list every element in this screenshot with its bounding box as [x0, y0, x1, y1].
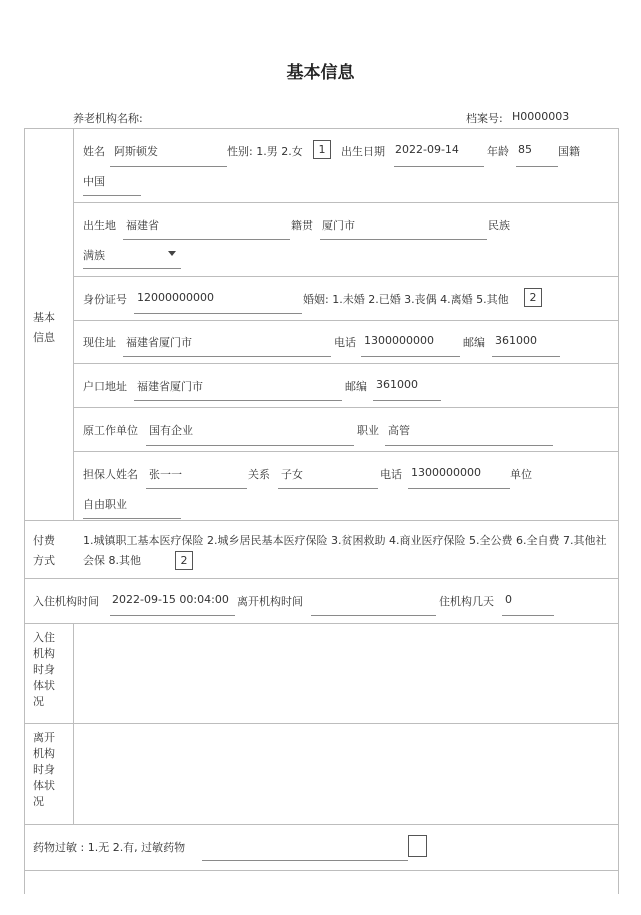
org-name-label: 养老机构名称: [73, 112, 143, 125]
address-label: 现住址 [83, 336, 116, 349]
former-employer-label: 原工作单位 [83, 424, 138, 437]
marriage-box[interactable]: 2 [524, 288, 542, 307]
stay-days-label: 住机构几天 [439, 595, 494, 608]
phone-label: 电话 [334, 336, 356, 349]
stay-days-field[interactable]: 0 [505, 593, 512, 606]
gender-label: 性别: 1.男 2.女 [227, 145, 303, 158]
guarantor-name-field[interactable]: 张一一 [149, 468, 182, 481]
zip-field[interactable]: 361000 [495, 334, 537, 347]
address-field[interactable]: 福建省厦门市 [126, 336, 192, 349]
checkout-time-label: 离开机构时间 [237, 595, 303, 608]
payment-box[interactable]: 2 [175, 551, 193, 570]
marriage-label: 婚姻: 1.未婚 2.已婚 3.丧偶 4.离婚 5.其他 [303, 293, 509, 306]
relation-field[interactable]: 子女 [281, 468, 303, 481]
nationality-label: 国籍 [558, 145, 580, 158]
age-label: 年龄 [487, 145, 509, 158]
zip-label: 邮编 [463, 336, 485, 349]
birthplace-label: 出生地 [83, 219, 116, 232]
basic-info-section-label: 基本 信息 [33, 311, 55, 344]
checkin-time-field[interactable]: 2022-09-15 00:04:00 [112, 593, 229, 606]
phone-field[interactable]: 1300000000 [364, 334, 434, 347]
payment-method-label: 付费 方式 [33, 534, 55, 567]
page-title: 基本信息 [286, 63, 355, 83]
name-label: 姓名 [83, 145, 105, 158]
payment-options-text: 1.城镇职工基本医疗保险 2.城乡居民基本医疗保险 3.贫困救助 4.商业医疗保险 5.全公费 6.全自费 7.其他社会保 8.其他 [83, 534, 607, 567]
occupation-field[interactable]: 高管 [388, 424, 410, 437]
allergy-box[interactable] [408, 835, 427, 857]
native-place-label: 籍贯 [291, 219, 313, 232]
archive-label: 档案号: [466, 112, 503, 125]
checkin-health-label: 入住 机构 时身 体状 况 [33, 631, 55, 708]
relation-label: 关系 [248, 468, 270, 481]
guarantor-name-label: 担保人姓名 [83, 468, 138, 481]
birth-date-field[interactable]: 2022-09-14 [395, 143, 459, 156]
native-place-field[interactable]: 厦门市 [322, 219, 355, 232]
birthplace-field[interactable]: 福建省 [126, 219, 159, 232]
guarantor-phone-label: 电话 [380, 468, 402, 481]
guarantor-phone-field[interactable]: 1300000000 [411, 466, 481, 479]
checkout-health-field[interactable] [74, 724, 618, 824]
ethnicity-label: 民族 [488, 219, 510, 232]
name-field[interactable]: 阿斯顿发 [114, 145, 158, 158]
hukou-zip-label: 邮编 [345, 380, 367, 393]
nationality-field[interactable]: 中国 [83, 175, 105, 188]
gender-box[interactable]: 1 [313, 140, 331, 159]
checkin-health-field[interactable] [74, 624, 618, 723]
payment-options [83, 531, 611, 571]
id-number-field[interactable]: 12000000000 [137, 291, 214, 304]
former-employer-field[interactable]: 国有企业 [149, 424, 193, 437]
id-number-label: 身份证号 [83, 293, 127, 306]
employer-label: 单位 [510, 468, 532, 481]
hukou-zip-field[interactable]: 361000 [376, 378, 418, 391]
drug-allergy-label: 药物过敏 : 1.无 2.有, 过敏药物 [33, 841, 186, 854]
occupation-label: 职业 [357, 424, 379, 437]
age-field[interactable]: 85 [518, 143, 532, 156]
hukou-address-field[interactable]: 福建省厦门市 [137, 380, 203, 393]
checkin-time-label: 入住机构时间 [33, 595, 99, 608]
archive-number: H0000003 [512, 110, 570, 123]
birth-date-label: 出生日期 [341, 145, 385, 158]
hukou-address-label: 户口地址 [83, 380, 127, 393]
ethnicity-value: 满族 [83, 249, 105, 262]
chevron-down-icon [168, 251, 176, 256]
employer-field[interactable]: 自由职业 [83, 498, 127, 511]
checkout-health-label: 离开 机构 时身 体状 况 [33, 731, 55, 808]
